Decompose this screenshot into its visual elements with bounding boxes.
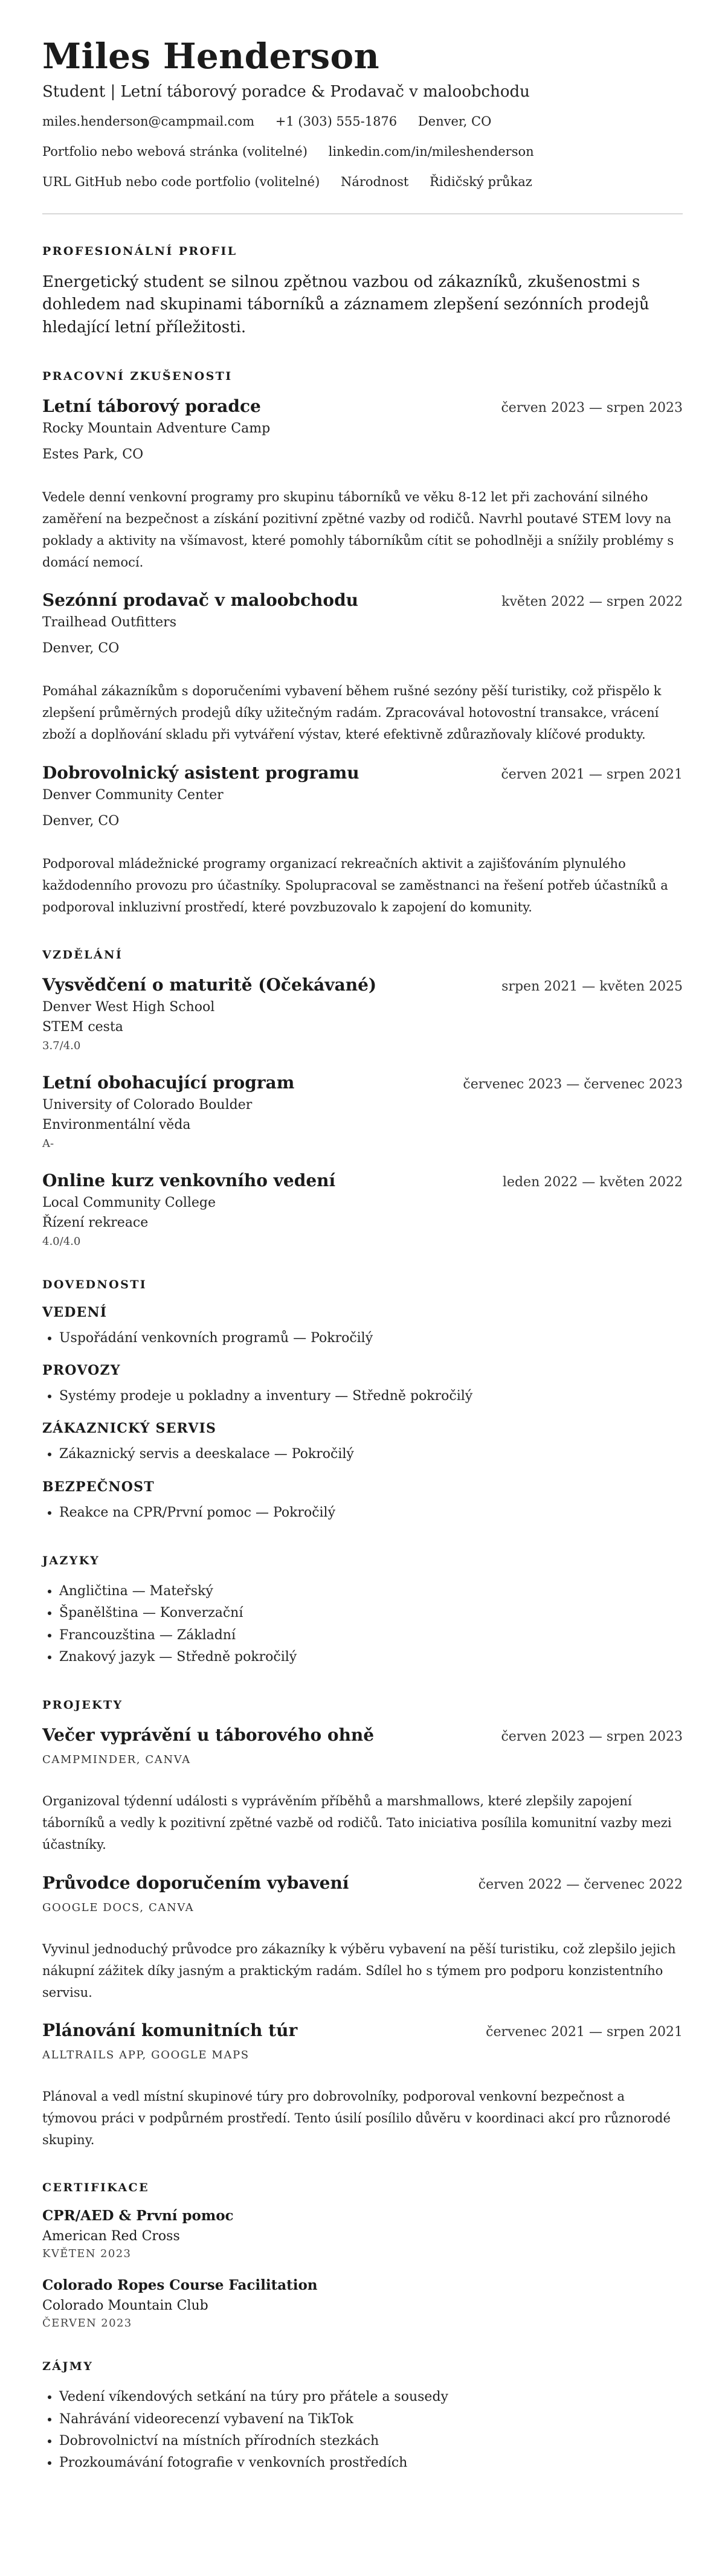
- project-tools: ALLTRAILS APP, GOOGLE MAPS: [42, 2048, 250, 2061]
- degree-title: Letní obohacující program: [42, 1072, 295, 1093]
- project-description: Organizoval týdenní události s vyprávěním příběhů a marshmallows, které zlepšily zapojení táborníků a vedly k pozitivní zpětné vazbě od rodičů. Tato iniciativa posílila komunitní vazby mezi účastníky.: [42, 1794, 672, 1852]
- experience-entry: [42, 763, 683, 918]
- skill-item: • Zákaznický servis a deeskalace — Pokročilý: [59, 1444, 683, 1465]
- skill-group: [42, 1421, 683, 1465]
- job-title: Letní táborový poradce: [42, 396, 261, 416]
- linkedin-link[interactable]: linkedin.com/in/mileshenderson: [328, 144, 534, 159]
- skill-group: [42, 1479, 683, 1524]
- project-name: Plánování komunitních túr: [42, 2020, 298, 2040]
- job-description: Vedele denní venkovní programy pro skupinu táborníků ve věku 8-12 let při zachování silného zaměření na bezpečnost a získání pozitivní zpětné vazby od rodičů. Navrhl poutavé STEM lovy na poklady a aktivity na všímavost, které pomohly táborníkům cítit se pohodlněji a snížily problémy s domácí nemocí.: [42, 489, 674, 570]
- job-location: Denver, CO: [42, 641, 120, 657]
- skills-heading: DOVEDNOSTI: [42, 1277, 147, 1291]
- gpa: 3.7/4.0: [42, 1039, 81, 1052]
- project-entry: [42, 2020, 683, 2151]
- gpa: A-: [42, 1137, 54, 1150]
- job-description: Pomáhal zákazníkům s doporučeními vybavení během rušné sezóny pěší turistiky, což přispělo k zlepšení průměrných prodejů díky užitečným radám. Zpracovával hotovostní transakce, vrácení zboží a doplňování skladu při vytváření výstav, které efektivně zdůrazňovaly klíčové produkty.: [42, 684, 662, 742]
- skill-group-title: VEDENÍ: [42, 1304, 108, 1320]
- certification-date: KVĚTEN 2023: [42, 2247, 132, 2261]
- job-location: Estes Park, CO: [42, 446, 144, 462]
- project-name: Průvodce doporučením vybavení: [42, 1872, 349, 1893]
- contact-row-1: [42, 114, 683, 129]
- email-link[interactable]: miles.henderson@campmail.com: [42, 114, 255, 129]
- interests-list: [42, 2386, 683, 2474]
- project-dates: červen 2023 — srpen 2023: [501, 1729, 683, 1745]
- skill-group: [42, 1363, 683, 1407]
- interest-item: • Vedení víkendových setkání na túry pro přátele a sousedy: [59, 2386, 683, 2408]
- skill-group-title: ZÁKAZNICKÝ SERVIS: [42, 1421, 217, 1437]
- candidate-name: Miles Henderson: [42, 36, 379, 77]
- job-dates: červen 2023 — srpen 2023: [501, 400, 683, 416]
- interest-item: • Prozkoumávání fotografie v venkovních prostředích: [59, 2452, 683, 2474]
- portfolio-link[interactable]: Portfolio nebo webová stránka (volitelné): [42, 144, 308, 159]
- project-description: Vyvinul jednoduchý průvodce pro zákazníky k výběru vybavení na pěší turistiku, což zlepšilo jejich nákupní zážitek díky jasným a praktickým radám. Sdílel ho s týmem pro podporu konzistentního servisu.: [42, 1941, 676, 2000]
- gpa: 4.0/4.0: [42, 1235, 81, 1248]
- education-entry: [42, 1171, 683, 1248]
- certifications-heading: CERTIFIKACE: [42, 2181, 149, 2195]
- interest-item: • Dobrovolnictví na místních přírodních stezkách: [59, 2430, 683, 2452]
- projects-heading: PROJEKTY: [42, 1698, 123, 1712]
- degree-title: Online kurz venkovního vedení: [42, 1170, 336, 1190]
- job-description: Podporoval mládežnické programy organizací rekreačních aktivit a zajišťováním plynulého každodenního provozu pro účastníky. Spolupracoval se zaměstnanci na řešení potřeb účastníků a podporoval inkluzivní prostředí, které povzbuzovalo k zapojení do komunity.: [42, 856, 668, 914]
- field-of-study: STEM cesta: [42, 1019, 123, 1035]
- header-divider: [42, 213, 683, 214]
- contact-row-2: [42, 144, 683, 159]
- education-entry: [42, 1073, 683, 1150]
- nationality: Národnost: [340, 174, 409, 189]
- education-dates: srpen 2021 — květen 2025: [501, 978, 683, 994]
- skill-group: [42, 1305, 683, 1349]
- certification-issuer: Colorado Mountain Club: [42, 2298, 208, 2314]
- job-employer: Trailhead Outfitters: [42, 615, 176, 631]
- experience-entry: [42, 396, 683, 573]
- project-tools: CAMPMINDER, CANVA: [42, 1753, 191, 1767]
- project-name: Večer vyprávění u táborového ohně: [42, 1725, 375, 1746]
- degree-title: Vysvědčení o maturitě (Očekávané): [42, 974, 377, 995]
- project-tools: GOOGLE DOCS, CANVA: [42, 1901, 195, 1914]
- certification-name: CPR/AED & První pomoc: [42, 2208, 234, 2224]
- certification-issuer: American Red Cross: [42, 2229, 180, 2244]
- education-dates: červenec 2023 — červenec 2023: [463, 1076, 683, 1092]
- certification-entry: [42, 2208, 683, 2260]
- job-location: Denver, CO: [42, 813, 120, 829]
- certification-name: Colorado Ropes Course Facilitation: [42, 2277, 318, 2294]
- field-of-study: Řízení rekreace: [42, 1215, 149, 1230]
- project-dates: červen 2022 — červenec 2022: [478, 1877, 683, 1892]
- field-of-study: Environmentální věda: [42, 1117, 191, 1132]
- experience-heading: PRACOVNÍ ZKUŠENOSTI: [42, 369, 233, 383]
- skill-item: • Reakce na CPR/První pomoc — Pokročilý: [59, 1502, 683, 1524]
- job-employer: Rocky Mountain Adventure Camp: [42, 420, 271, 436]
- certification-date: ČERVEN 2023: [42, 2317, 132, 2330]
- education-entry: [42, 975, 683, 1052]
- school-name: Denver West High School: [42, 999, 215, 1015]
- languages-list: [42, 1581, 683, 1668]
- job-title: Dobrovolnický asistent programu: [42, 762, 359, 783]
- experience-entry: [42, 590, 683, 745]
- skill-item: • Systémy prodeje u pokladny a inventury — Středně pokročilý: [59, 1386, 683, 1407]
- profile-summary: Energetický student se silnou zpětnou vazbou od zákazníků, zkušenostmi s dohledem nad skupinami táborníků a záznamem zlepšení sezónních prodejů hledající letní příležitosti.: [42, 272, 649, 337]
- certification-entry: [42, 2277, 683, 2330]
- language-item: • Francouzština — Základní: [59, 1625, 683, 1646]
- contact-row-3: [42, 175, 683, 189]
- education-heading: VZDĚLÁNÍ: [42, 948, 123, 962]
- school-name: Local Community College: [42, 1195, 216, 1210]
- drivers-license: Řidičský průkaz: [430, 174, 532, 189]
- language-item: • Španělština — Konverzační: [59, 1602, 683, 1624]
- interests-heading: ZÁJMY: [42, 2360, 94, 2374]
- languages-heading: JAZYKY: [42, 1554, 100, 1568]
- project-entry: [42, 1873, 683, 2003]
- school-name: University of Colorado Boulder: [42, 1097, 253, 1113]
- github-link[interactable]: URL GitHub nebo code portfolio (volitelné): [42, 174, 320, 189]
- phone-number[interactable]: +1 (303) 555-1876: [275, 114, 398, 129]
- job-dates: červen 2021 — srpen 2021: [501, 766, 683, 782]
- skill-group-title: PROVOZY: [42, 1363, 121, 1379]
- candidate-headline: Student | Letní táborový poradce & Prodavač v maloobchodu: [42, 82, 530, 101]
- profile-heading: PROFESIONÁLNÍ PROFIL: [42, 244, 237, 258]
- education-dates: leden 2022 — květen 2022: [502, 1174, 683, 1190]
- project-dates: červenec 2021 — srpen 2021: [486, 2024, 683, 2040]
- job-dates: květen 2022 — srpen 2022: [501, 594, 683, 610]
- language-item: • Angličtina — Mateřský: [59, 1581, 683, 1602]
- skill-group-title: BEZPEČNOST: [42, 1479, 155, 1495]
- location: Denver, CO: [417, 114, 492, 129]
- skill-item: • Uspořádání venkovních programů — Pokročilý: [59, 1328, 683, 1349]
- language-item: • Znakový jazyk — Středně pokročilý: [59, 1646, 683, 1668]
- job-employer: Denver Community Center: [42, 787, 224, 803]
- interest-item: • Nahrávání videorecenzí vybavení na TikTok: [59, 2409, 683, 2430]
- project-description: Plánoval a vedl místní skupinové túry pro dobrovolníky, podporoval venkovní bezpečnost a týmovou práci v podpůrném prostředí. Tento úsilí posílilo důvěru v koordinaci akcí pro různorodé skupiny.: [42, 2089, 671, 2148]
- job-title: Sezónní prodavač v maloobchodu: [42, 590, 359, 611]
- project-entry: [42, 1725, 683, 1855]
